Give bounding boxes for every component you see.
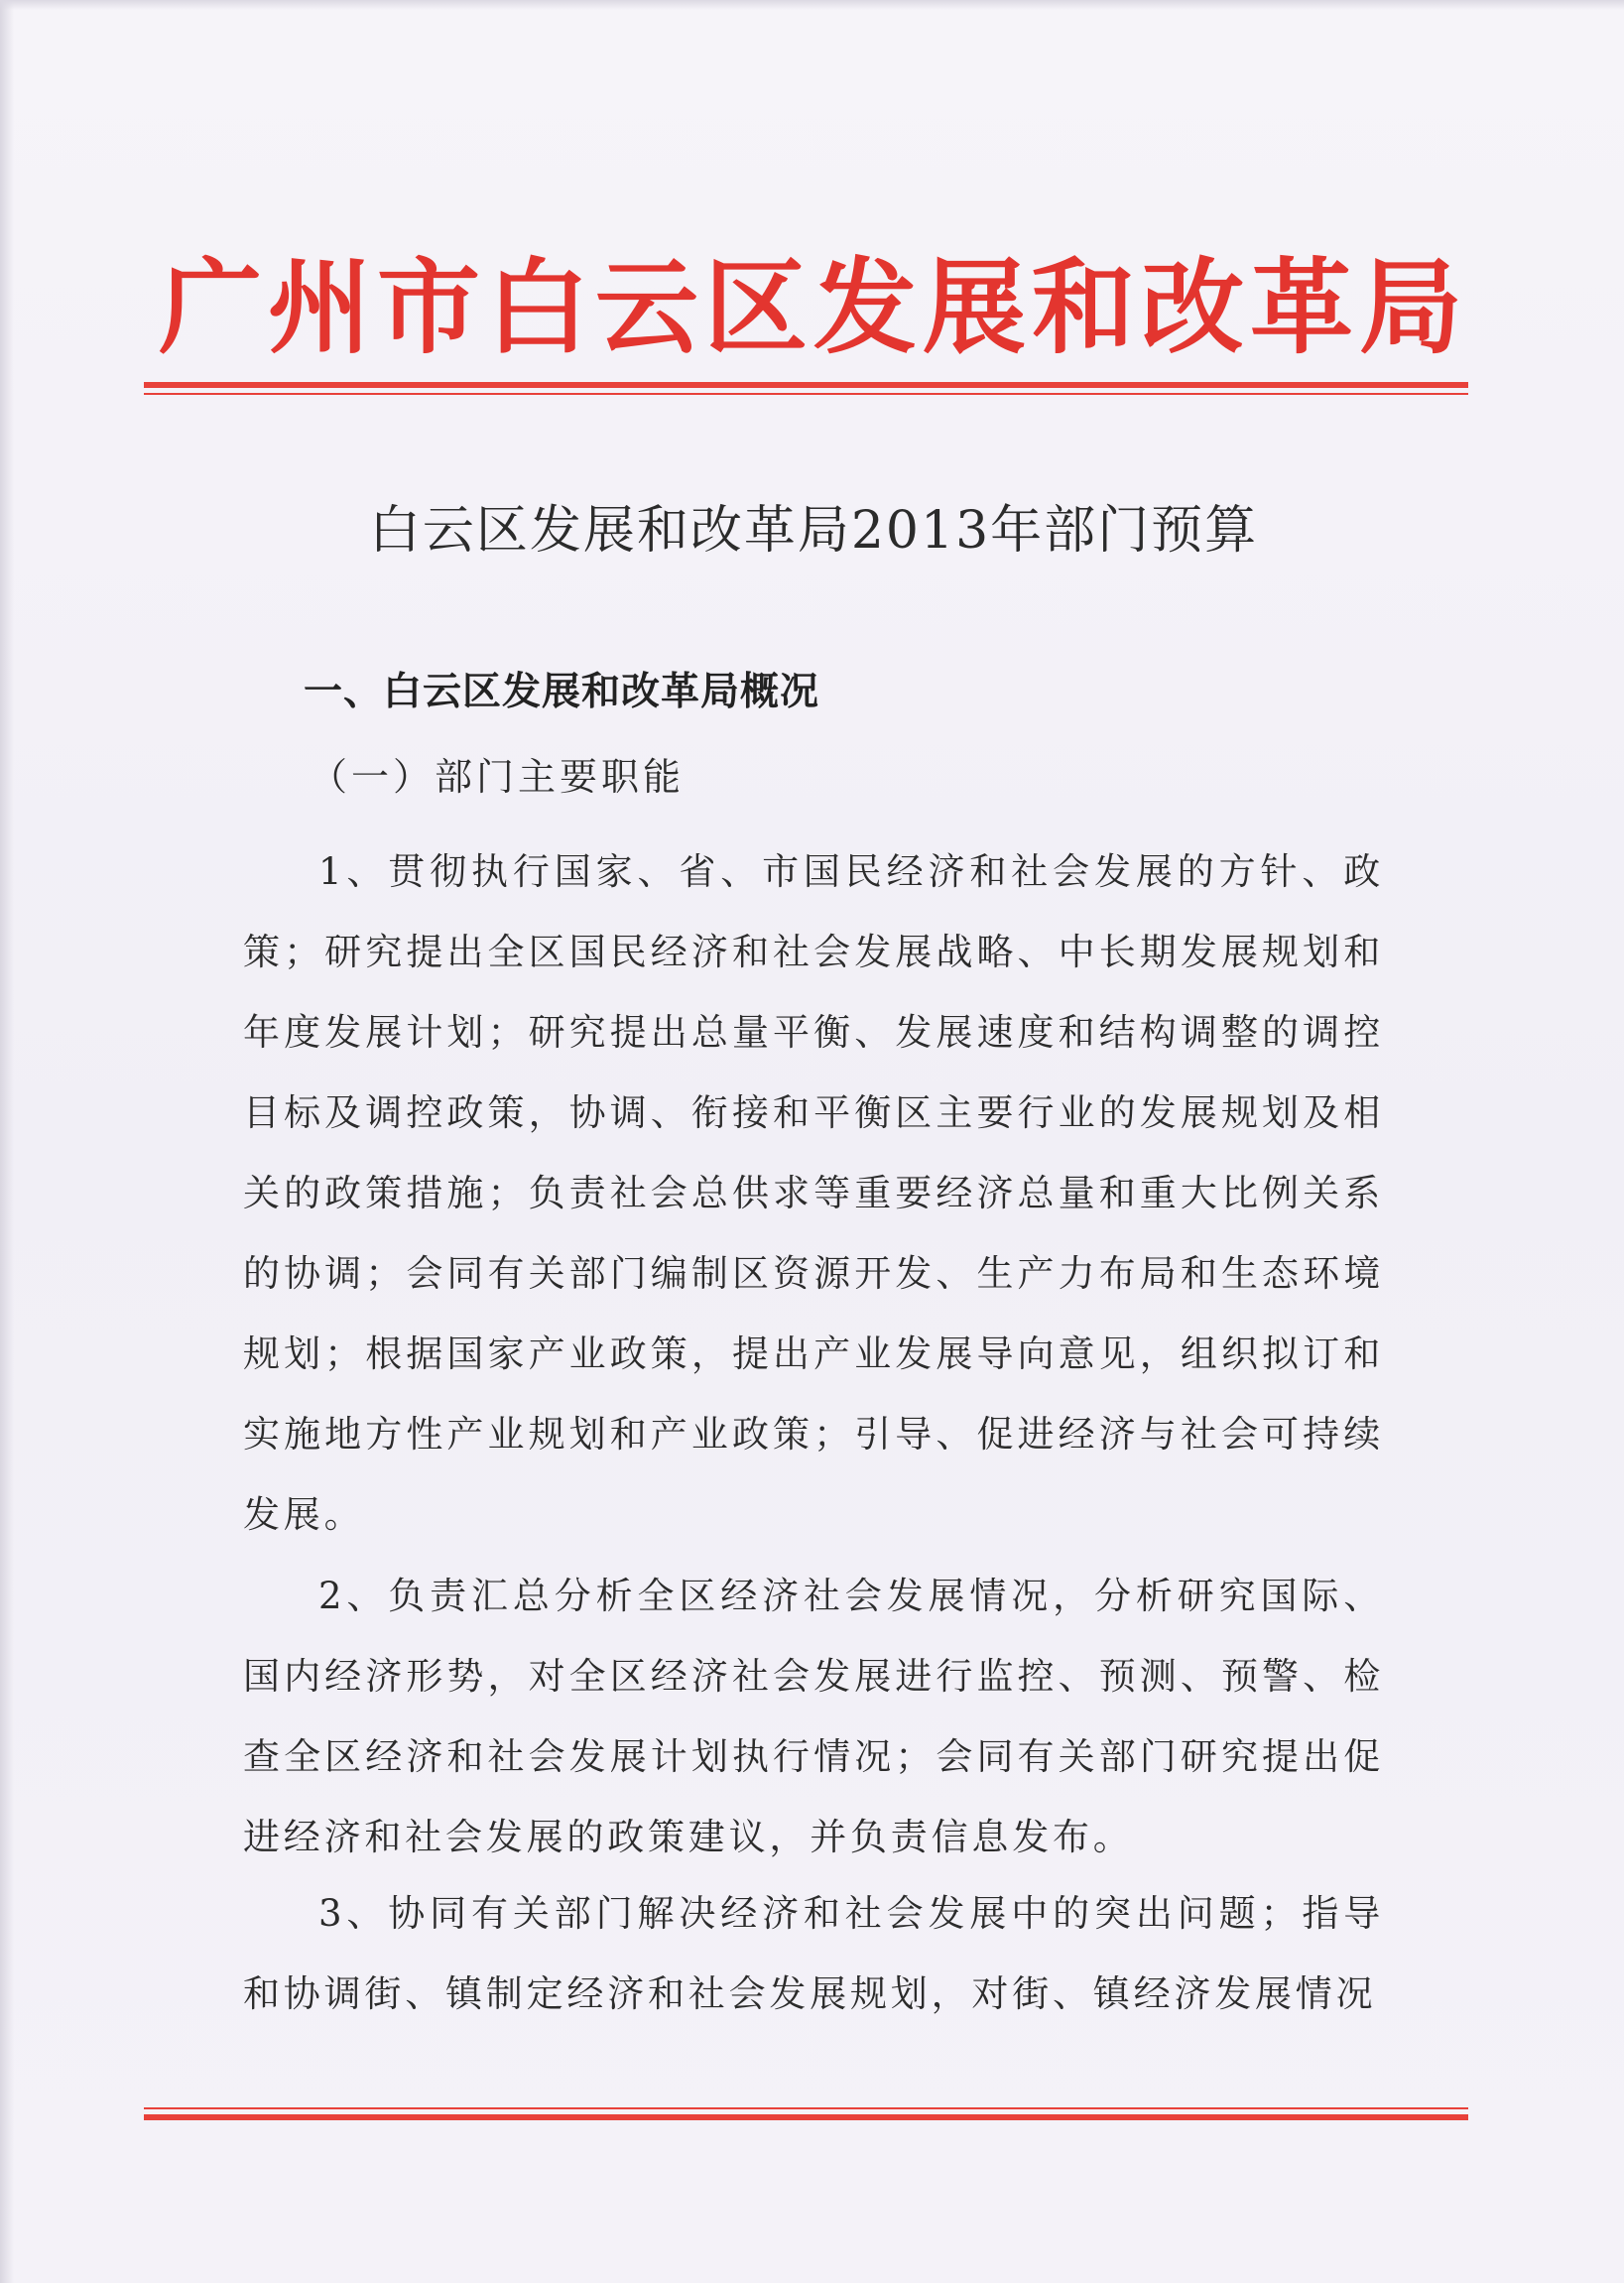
subsection-heading: （一）部门主要职能 <box>310 755 686 799</box>
paragraph-1 <box>243 831 1384 1555</box>
section-heading: 一、白云区发展和改革局概况 <box>304 670 820 714</box>
paragraph-2-text: 2、负责汇总分析全区经济社会发展情况，分析研究国际、国内经济形势，对全区经济社会发展进行监控、预测、预警、检查全区经济和社会发展计划执行情况；会同有关部门研究提出促进经济和社会发展的政策建议，并负责信息发布。 <box>243 1575 1384 1858</box>
scan-edge-top <box>0 0 1624 10</box>
letterhead-rule-thick <box>144 382 1468 388</box>
paragraph-1-text: 1、贯彻执行国家、省、市国民经济和社会发展的方针、政策；研究提出全区国民经济和社会发展战略、中长期发展规划和年度发展计划；研究提出总量平衡、发展速度和结构调整的调控目标及调控政策，协调、衔接和平衡区主要行业的发展规划及相关的政策措施；负责社会总供求等重要经济总量和重大比例关系的协调；会同有关部门编制区资源开发、生产力布局和生态环境规划；根据国家产业政策，提出产业发展导向意见，组织拟订和实施地方性产业规划和产业政策；引导、促进经济与社会可持续发展。 <box>243 850 1384 1536</box>
document-title: 白云区发展和改革局2013年部门预算 <box>368 501 1259 561</box>
paragraph-3 <box>243 1873 1384 2034</box>
paragraph-2 <box>243 1556 1384 1877</box>
letterhead-org-name: 广州市白云区发展和改革局 <box>158 246 1468 368</box>
scan-edge-left <box>0 0 14 2283</box>
paragraph-3-text: 3、协同有关部门解决经济和社会发展中的突出问题；指导和协调街、镇制定经济和社会发展规划，对街、镇经济发展情况 <box>243 1892 1384 2015</box>
footer-rule-thin <box>144 2107 1468 2109</box>
letterhead-rule-thin <box>144 393 1468 395</box>
footer-rule-thick <box>144 2114 1468 2120</box>
